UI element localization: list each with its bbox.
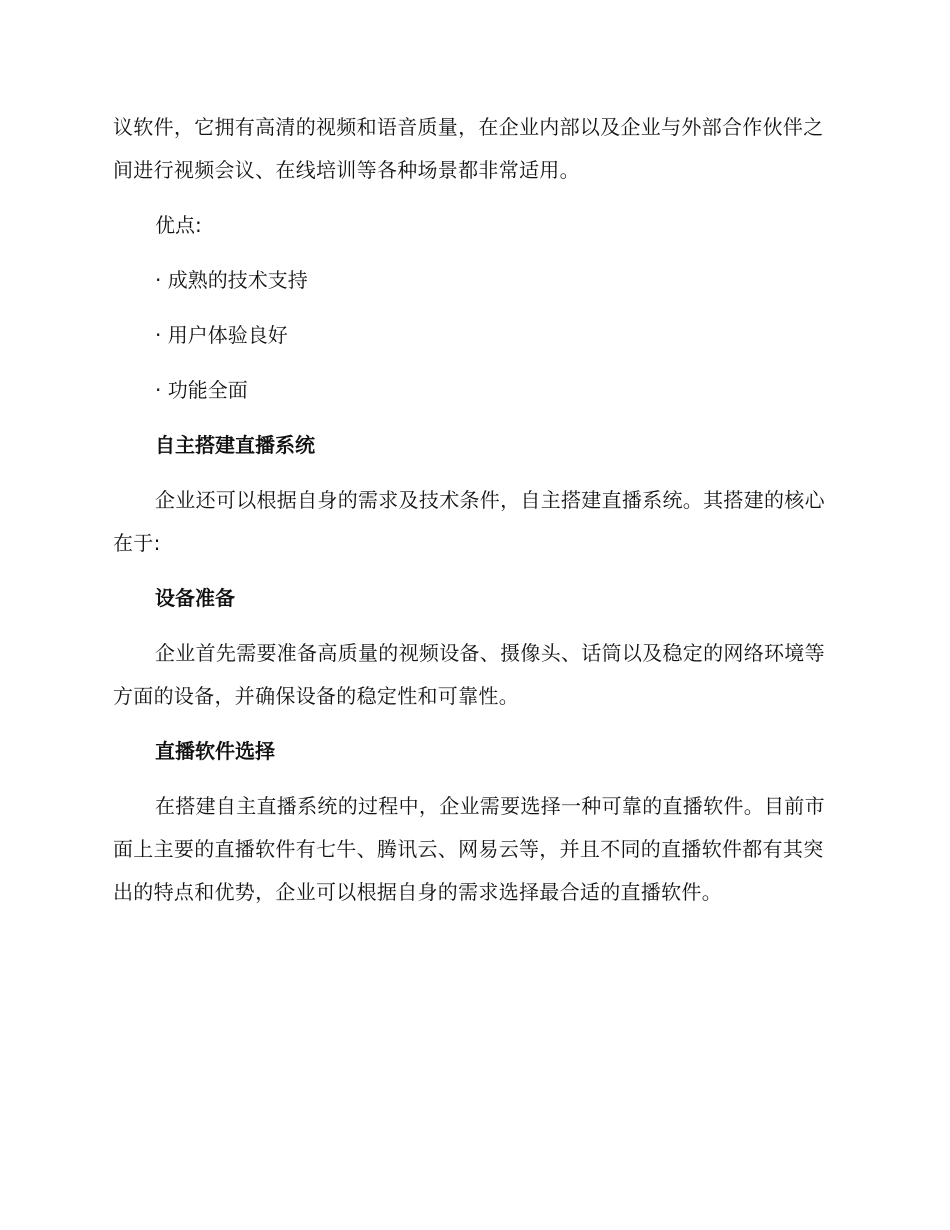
section-heading-equipment: 设备准备 — [155, 586, 235, 610]
advantage-item-3: · 功能全面 — [155, 378, 248, 402]
advantages-label: 优点: — [155, 213, 202, 237]
advantage-item-2: · 用户体验良好 — [155, 323, 288, 347]
advantage-item-1: · 成熟的技术支持 — [155, 268, 308, 292]
self-built-paragraph: 企业还可以根据自身的需求及技术条件，自主搭建直播系统。其搭建的核心在于: — [113, 488, 825, 555]
software-paragraph: 在搭建自主直播系统的过程中，企业需要选择一种可靠的直播软件。目前市面上主要的直播软件有七牛、腾讯云、网易云等，并且不同的直播软件都有其突出的特点和优势，企业可以根据自身的需求选择最合适的直播软件。 — [113, 794, 825, 904]
section-heading-software: 直播软件选择 — [155, 739, 275, 763]
section-heading-self-built: 自主搭建直播系统 — [155, 433, 315, 457]
intro-paragraph: 议软件，它拥有高清的视频和语音质量，在企业内部以及企业与外部合作伙伴之间进行视频会议、在线培训等各种场景都非常适用。 — [113, 115, 824, 182]
equipment-paragraph: 企业首先需要准备高质量的视频设备、摄像头、话筒以及稳定的网络环境等方面的设备，并确保设备的稳定性和可靠性。 — [113, 641, 825, 708]
document-body — [113, 106, 837, 914]
